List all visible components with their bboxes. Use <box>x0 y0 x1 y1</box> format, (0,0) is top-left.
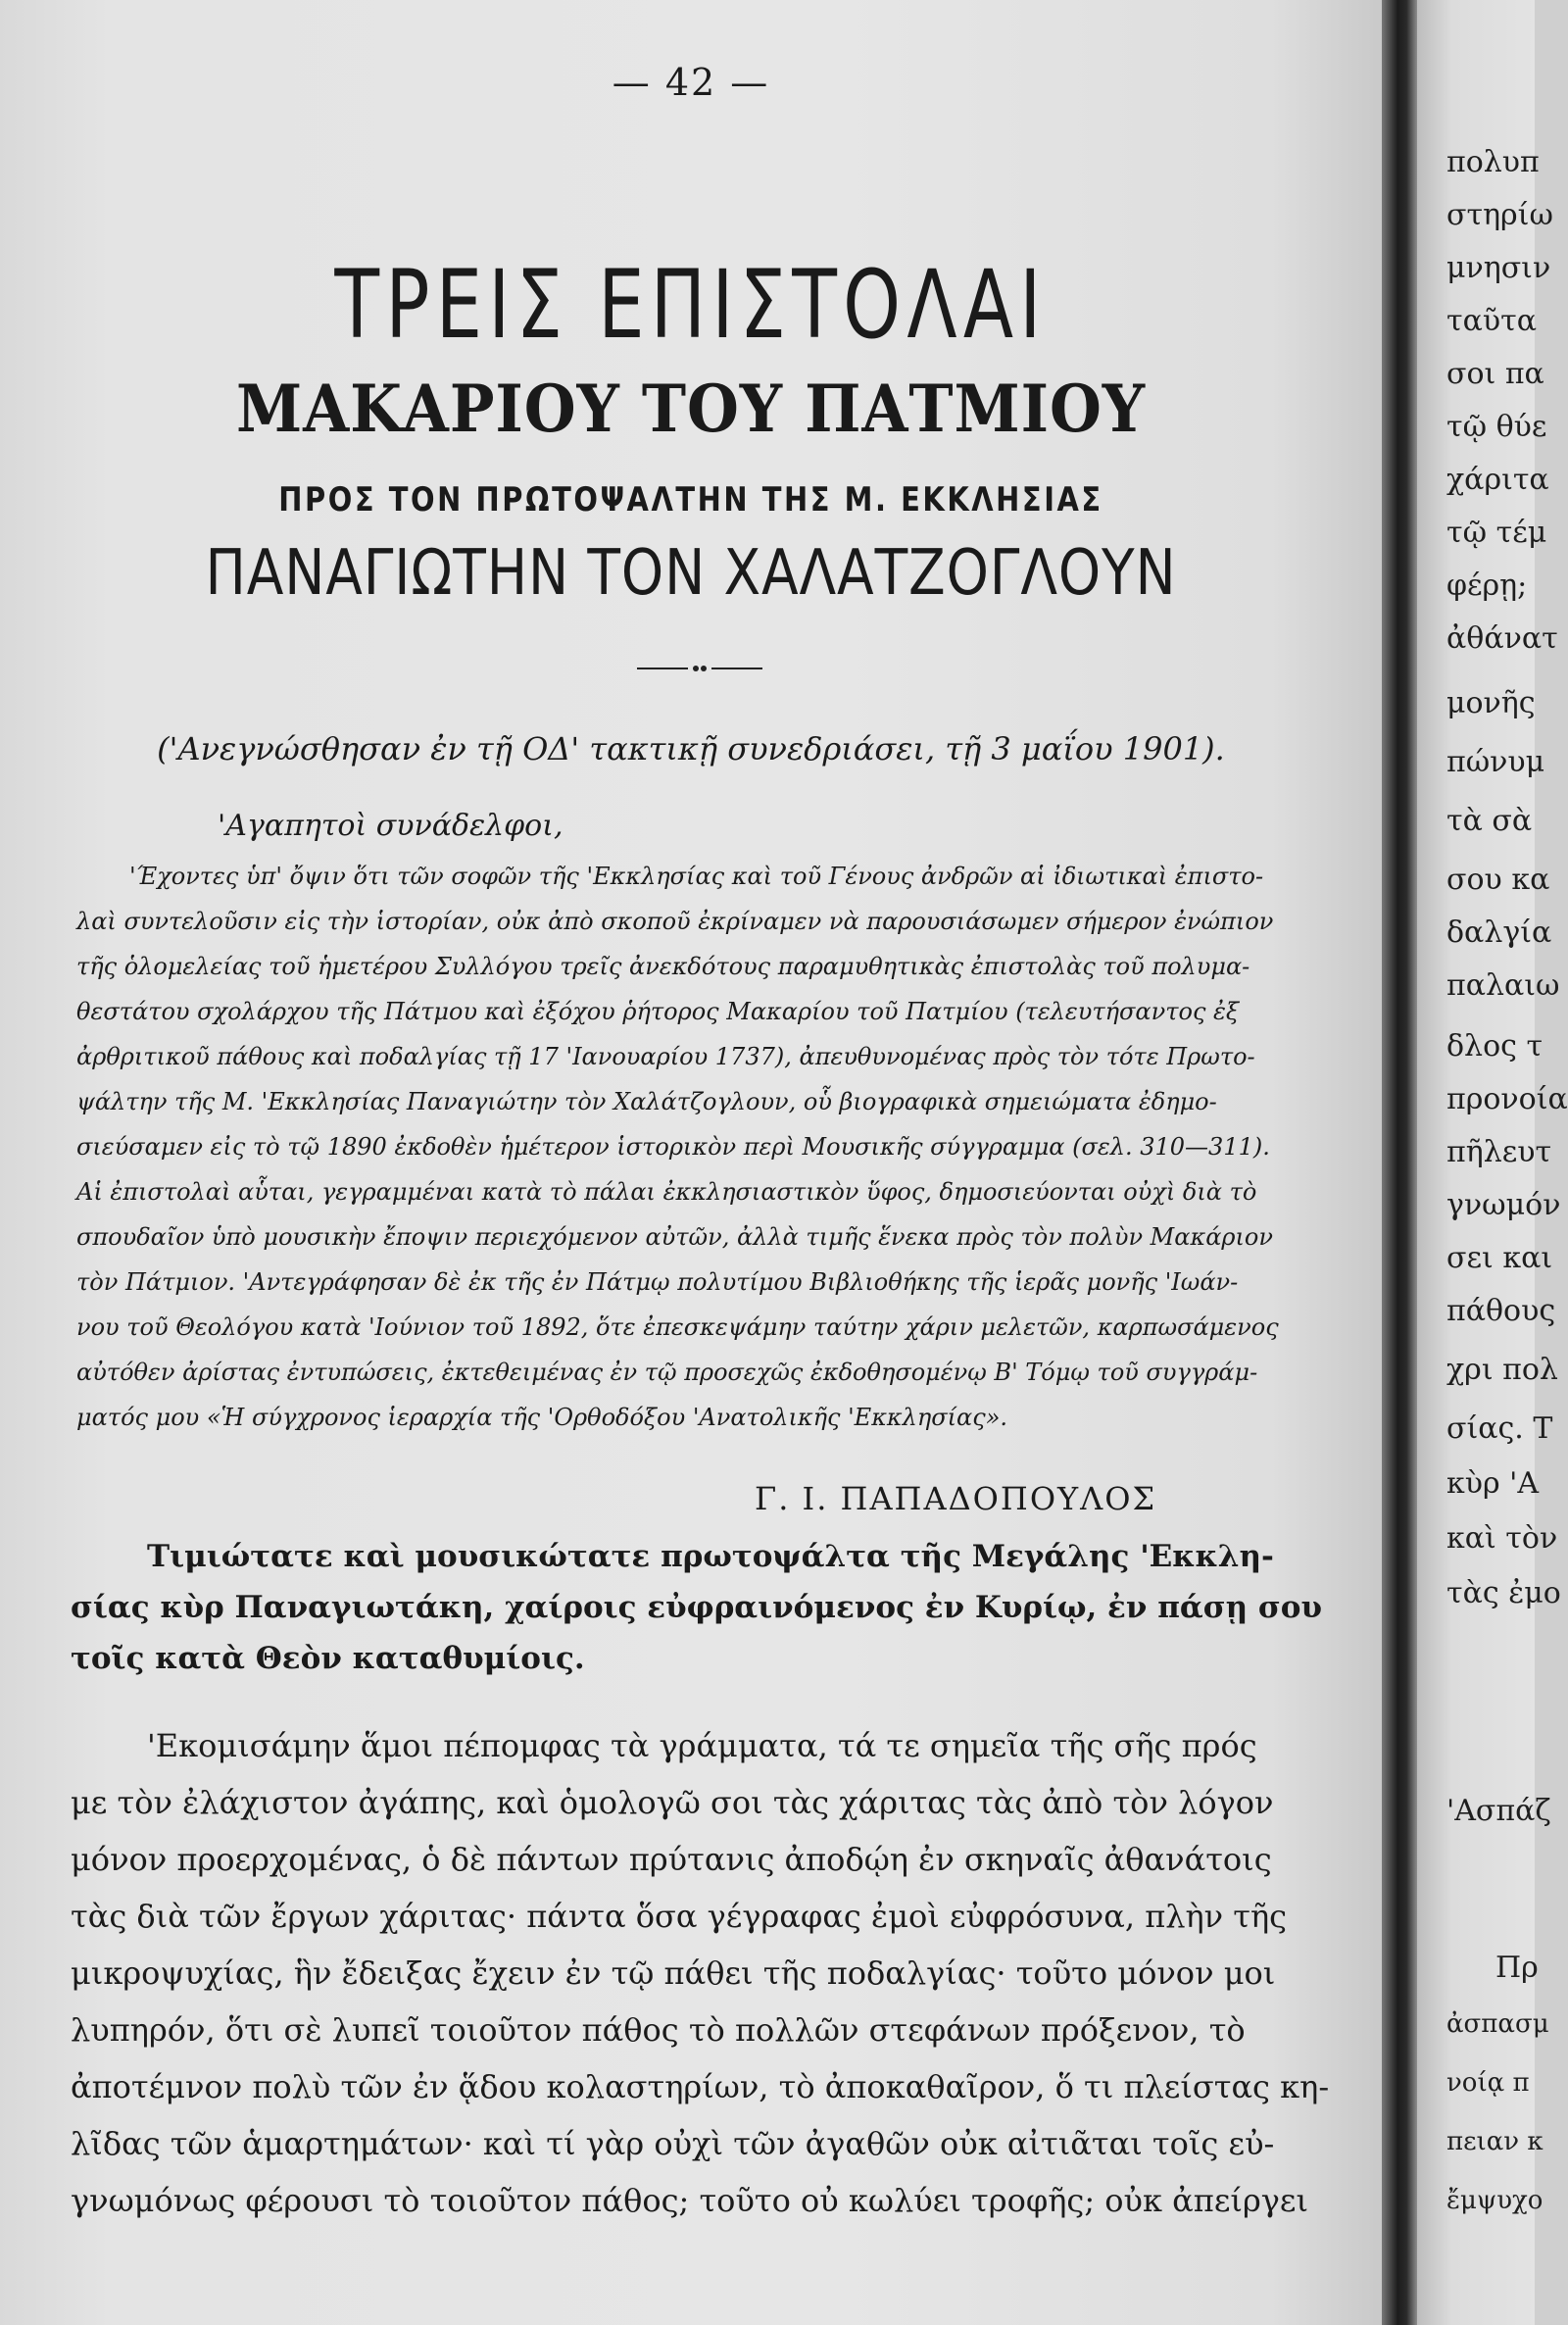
adjacent-page-fragment: μνησιν <box>1446 251 1551 285</box>
adjacent-page-fragment: μονῆς <box>1446 686 1536 720</box>
adjacent-page-fragment: ἀσπασμ <box>1446 2009 1549 2039</box>
title-line-4: ΠΑΝΑΓΙΩΤΗΝ ΤΟΝ ΧΑΛΑΤΖΟΓΛΟΥΝ <box>205 537 1177 610</box>
adjacent-page-fragment: προνοία <box>1446 1082 1568 1116</box>
intro-line: τὸν Πάτμιον. 'Αντεγράφησαν δὲ ἐκ τῆς ἐν Πάτμῳ πολυτίμου Βιβλιοθήκης τῆς ἱερᾶς μονῆς 'Ιωάν- <box>76 1268 1239 1296</box>
intro-line: τῆς ὁλομελείας τοῦ ἡμετέρου Συλλόγου τρεῖς ἀνεκδότους παραμυθητικὰς ἐπιστολὰς τοῦ πολυμα- <box>76 953 1250 980</box>
adjacent-page-fragment: 'Ασπάζ <box>1446 1794 1551 1828</box>
body-line: λυπηρόν, ὅτι σὲ λυπεῖ τοιοῦτον πάθος τὸ πολλῶν στεφάνων πρόξενον, τὸ <box>71 2011 1246 2049</box>
adjacent-page-fragment: πώνυμ <box>1446 745 1545 779</box>
adjacent-page-fragment: ἔμψυχο <box>1446 2186 1544 2215</box>
intro-line: σιεύσαμεν εἰς τὸ τῷ 1890 ἐκδοθὲν ἡμέτερον ἱστορικὸν περὶ Μουσικῆς σύγγραμμα (σελ. 310—311). <box>76 1133 1270 1161</box>
adjacent-page <box>1417 0 1568 2325</box>
adjacent-page-fragment: Πρ <box>1495 1951 1539 1985</box>
adjacent-page-fragment: χάριτα <box>1446 463 1549 497</box>
address-line: τοῖς κατὰ Θεὸν καταθυμίοις. <box>71 1641 585 1676</box>
ornament-divider <box>637 662 762 675</box>
body-line: μόνον προερχομένας, ὁ δὲ πάντων πρύτανις ἀποδῴη ἐν σκηναῖς ἀθανάτοις <box>71 1841 1272 1878</box>
adjacent-page-fragment: πάθους <box>1446 1294 1556 1328</box>
body-line: γνωμόνως φέρουσι τὸ τοιοῦτον πάθος; τοῦτο οὐ κωλύει τροφῆς; οὐκ ἀπείργει <box>71 2182 1308 2219</box>
body-line: λῖδας τῶν ἁμαρτημάτων· καὶ τί γὰρ οὐχὶ τῶν ἀγαθῶν οὐκ αἰτιᾶται τοῖς εὐ- <box>71 2125 1275 2162</box>
adjacent-page-fragment: νοίᾳ π <box>1446 2068 1530 2098</box>
adjacent-page-fragment: χρι πολ <box>1446 1353 1558 1387</box>
intro-line: ἀρθριτικοῦ πάθους καὶ ποδαλγίας τῇ 17 'Ιανουαρίου 1737), ἀπευθυνομένας πρὸς τὸν τότε Πρωτο- <box>76 1043 1255 1070</box>
adjacent-page-fragment: ταῦτα <box>1446 304 1537 338</box>
adjacent-page-fragment: πῆλευτ <box>1446 1135 1552 1169</box>
intro-line: Αἱ ἐπιστολαὶ αὗται, γεγραμμέναι κατὰ τὸ πάλαι ἐκκλησιαστικὸν ὕφος, δημοσιεύονται οὐχὶ διὰ τὸ <box>76 1178 1257 1206</box>
adjacent-page-fragment: γνωμόν <box>1446 1188 1561 1222</box>
intro-line: θεστάτου σχολάρχου τῆς Πάτμου καὶ ἐξόχου ῥήτορος Μακαρίου τοῦ Πατμίου (τελευτήσαντος ἐξ <box>76 998 1240 1025</box>
body-line: μικροψυχίας, ἣν ἔδειξας ἔχειν ἐν τῷ πάθει τῆς ποδαλγίας· τοῦτο μόνον μοι <box>71 1954 1276 1992</box>
adjacent-page-fragment: τὰς ἐμο <box>1446 1576 1561 1610</box>
body-line: με τὸν ἐλάχιστον ἀγάπης, καὶ ὁμολογῶ σοι τὰς χάριτας τὰς ἀπὸ τὸν λόγον <box>71 1784 1274 1821</box>
reading-note: ('Ανεγνώσθησαν ἐν τῇ ΟΔ' τακτικῇ συνεδριάσει, τῇ 3 μαΐου 1901). <box>157 730 1225 767</box>
book-gutter <box>1382 0 1417 2325</box>
adjacent-page-fragment: σει και <box>1446 1241 1553 1275</box>
adjacent-page-fragment: πειαν κ <box>1446 2127 1544 2156</box>
adjacent-page-fragment: δλος τ <box>1446 1029 1544 1064</box>
adjacent-page-fragment: σοι πα <box>1446 357 1544 391</box>
body-line: ἀποτέμνον πολὺ τῶν ἐν ᾅδου κολαστηρίων, τὸ ἀποκαθαῖρον, ὅ τι πλείστας κη- <box>71 2068 1330 2105</box>
salutation: 'Αγαπητοὶ συνάδελφοι, <box>218 809 564 843</box>
address-line: Τιμιώτατε καὶ μουσικώτατε πρωτοψάλτα τῆς Μεγάλης 'Εκκλη- <box>147 1539 1274 1574</box>
intro-line: λαὶ συντελοῦσιν εἰς τὴν ἱστορίαν, οὐκ ἀπὸ σκοποῦ ἐκρίναμεν νὰ παρουσιάσωμεν σήμερον ἐνώπιον <box>76 908 1274 935</box>
adjacent-page-fragment: τὰ σὰ <box>1446 804 1533 838</box>
intro-line: ματός μου «Ἡ σύγχρονος ἱεραρχία τῆς 'Ορθοδόξου 'Ανατολικῆς 'Εκκλησίας». <box>76 1404 1008 1431</box>
intro-line: σπουδαῖον ὑπὸ μουσικὴν ἔποψιν περιεχόμενον αὐτῶν, ἀλλὰ τιμῆς ἕνεκα πρὸς τὸν πολὺν Μακάριον <box>76 1223 1273 1251</box>
body-line: τὰς διὰ τῶν ἔργων χάριτας· πάντα ὅσα γέγραφας ἐμοὶ εὐφρόσυνα, πλὴν τῆς <box>71 1898 1288 1935</box>
address-line: σίας κὺρ Παναγιωτάκη, χαίροις εὐφραινόμενος ἐν Κυρίῳ, ἐν πάσῃ σου <box>71 1590 1322 1625</box>
adjacent-page-fragment: δαλγία <box>1446 915 1552 950</box>
adjacent-page-fragment: τῷ θύε <box>1446 410 1547 444</box>
adjacent-page-fragment: τῷ τέμ <box>1446 516 1547 550</box>
intro-line: νου τοῦ Θεολόγου κατὰ 'Ιούνιον τοῦ 1892, ὅτε ἐπεσκεψάμην ταύτην χάριν μελετῶν, καρπωσάμενος <box>76 1313 1279 1341</box>
adjacent-page-fragment: πολυπ <box>1446 145 1540 179</box>
adjacent-page-fragment: ἀθάνατ <box>1446 621 1558 656</box>
adjacent-page-fragment: στηρίω <box>1446 198 1553 232</box>
adjacent-page-fragment: φέρῃ; <box>1446 569 1528 603</box>
page-number: — 42 — <box>612 61 770 104</box>
body-line: 'Εκομισάμην ἅμοι πέπομφας τὰ γράμματα, τά τε σημεῖα τῆς σῆς πρός <box>147 1727 1257 1764</box>
signature: Γ. Ι. ΠΑΠΑΔΟΠΟΥΛΟΣ <box>755 1480 1157 1517</box>
adjacent-page-fragment: σίας. Τ <box>1446 1411 1553 1446</box>
adjacent-page-fragment: παλαιω <box>1446 968 1560 1003</box>
adjacent-page-fragment: καὶ τὸν <box>1446 1521 1558 1556</box>
title-line-3: ΠΡΟΣ ΤΟΝ ΠΡΩΤΟΨΑΛΤΗΝ ΤΗΣ Μ. ΕΚΚΛΗΣΙΑΣ <box>278 480 1103 519</box>
title-line-1: ΤΡΕΙΣ ΕΠΙΣΤΟΛΑΙ <box>334 250 1048 360</box>
adjacent-page-fragment: κὺρ 'Α <box>1446 1466 1540 1501</box>
title-line-2: ΜΑΚΑΡΙΟΥ ΤΟΥ ΠΑΤΜΙΟΥ <box>235 371 1147 447</box>
intro-line: ψάλτην τῆς Μ. 'Εκκλησίας Παναγιώτην τὸν Χαλάτζογλουν, οὗ βιογραφικὰ σημειώματα ἐδημο- <box>76 1088 1217 1115</box>
intro-line: αὐτόθεν ἀρίστας ἐντυπώσεις, ἐκτεθειμένας ἐν τῷ προσεχῶς ἐκδοθησομένῳ Β' Τόμῳ τοῦ συγγράμ- <box>76 1359 1258 1386</box>
adjacent-page-fragment: σου κα <box>1446 863 1550 897</box>
intro-line: 'Έχοντες ὑπ' ὄψιν ὅτι τῶν σοφῶν τῆς 'Εκκλησίας καὶ τοῦ Γένους ἀνδρῶν αἱ ἰδιωτικαὶ ἐπιστο- <box>129 863 1264 890</box>
